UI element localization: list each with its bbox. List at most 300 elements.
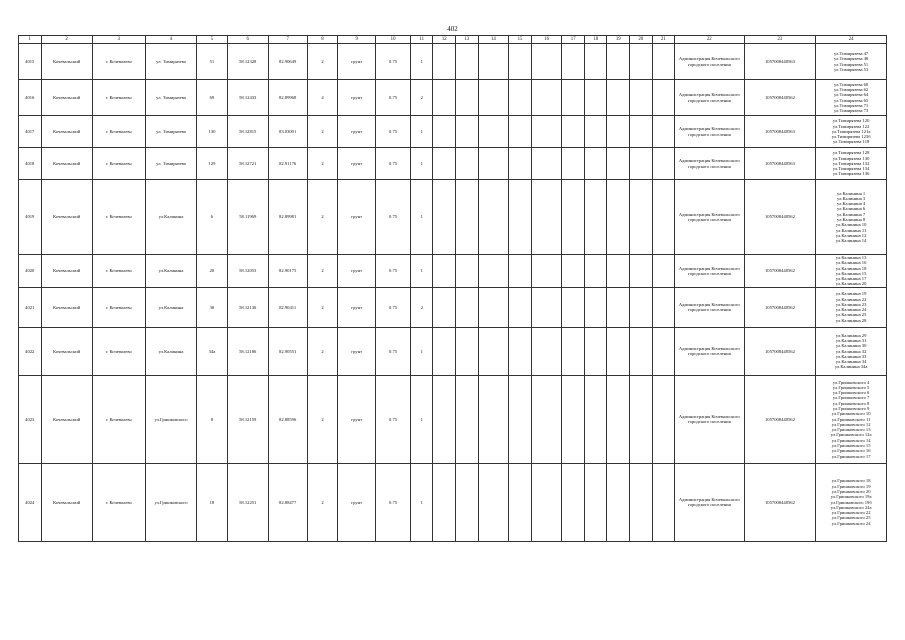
district-cell: Кочевальский (41, 44, 92, 80)
address-line: ул.Тимирязева 134 (832, 166, 870, 172)
empty-cell (562, 463, 585, 541)
address-line: ул.Калинина 23 (835, 301, 867, 307)
address-line: ул.Калинина 3 (837, 195, 866, 201)
column-header: 8 (307, 36, 338, 44)
ogrn-cell: 1057008448562 (744, 180, 816, 255)
district-cell: Кочевальский (41, 287, 92, 327)
empty-cell (562, 255, 585, 288)
lat-cell: 58.12721 (227, 148, 268, 180)
address-line: ул.Гришковского 15 (831, 442, 871, 448)
house-cell: 51 (197, 44, 228, 80)
empty-cell (607, 327, 630, 375)
surface-cell: грунт (338, 463, 376, 541)
empty-cell (531, 255, 562, 288)
address-line: ул.Тимирязева 71 (834, 102, 869, 108)
empty-cell (456, 327, 479, 375)
empty-cell (433, 463, 456, 541)
empty-cell (629, 80, 652, 116)
lon-cell: 82.89981 (268, 180, 307, 255)
addresses-cell (816, 148, 887, 180)
n1-cell: 2 (307, 327, 338, 375)
lon-cell: 82.90411 (268, 287, 307, 327)
empty-cell (509, 255, 532, 288)
address-line: ул.Гришковского 10 (831, 411, 871, 417)
lon-cell: 82.90551 (268, 327, 307, 375)
lat-cell: 58.12186 (227, 327, 268, 375)
column-header: 5 (197, 36, 228, 44)
count-cell: 1 (410, 375, 433, 463)
lon-cell: 82.91176 (268, 148, 307, 180)
ogrn-cell: 1057008448562 (744, 255, 816, 288)
header-row (19, 36, 887, 44)
column-header: 7 (268, 36, 307, 44)
count-cell: 1 (410, 116, 433, 148)
org-cell: Администрация Кочевальского городского поселения (675, 327, 745, 375)
address-line: ул.Гришковского 11 (831, 416, 871, 422)
column-header: 9 (338, 36, 376, 44)
empty-cell (433, 80, 456, 116)
addresses-cell (816, 255, 887, 288)
count-cell: 1 (410, 148, 433, 180)
district-cell: Кочевальский (41, 327, 92, 375)
vol-cell: 0.75 (376, 148, 411, 180)
address-line: ул.Гришковского 14 (831, 437, 871, 443)
lat-cell: 58.12815 (227, 116, 268, 148)
ogrn-cell: 1057008448562 (744, 375, 816, 463)
street-cell: ул.Калинина (145, 327, 196, 375)
empty-cell (509, 463, 532, 541)
street-cell: ул. Тимирязева (145, 116, 196, 148)
address-line: ул.Гришковского 17 (831, 453, 871, 459)
org-cell: Администрация Кочевальского городского поселения (675, 80, 745, 116)
column-header: 22 (675, 36, 745, 44)
address-line: ул.Калинина 31 (835, 337, 867, 343)
settlement-cell: г. Кочевалево (92, 255, 145, 288)
empty-cell (456, 375, 479, 463)
street-cell: ул.Калинина (145, 287, 196, 327)
id-cell: 4018 (19, 148, 42, 180)
empty-cell (478, 80, 509, 116)
empty-cell (607, 180, 630, 255)
district-cell: Кочевальский (41, 463, 92, 541)
vol-cell: 0.75 (376, 463, 411, 541)
surface-cell: грунт (338, 287, 376, 327)
empty-cell (607, 255, 630, 288)
empty-cell (652, 255, 675, 288)
count-cell: 2 (410, 80, 433, 116)
address-line: ул.Калинина 4 (837, 201, 866, 207)
empty-cell (456, 80, 479, 116)
settlement-cell: г. Кочевалево (92, 116, 145, 148)
empty-cell (562, 327, 585, 375)
address-line: ул.Гришковского 19б (830, 499, 872, 505)
address-line: ул.Калинина 32 (835, 348, 867, 354)
n1-cell: 2 (307, 255, 338, 288)
table-row (19, 463, 887, 541)
address-line: ул.Тимирязева 62 (834, 86, 869, 92)
empty-cell (629, 287, 652, 327)
empty-cell (584, 80, 607, 116)
empty-cell (478, 44, 509, 80)
empty-cell (652, 148, 675, 180)
address-line: ул.Тимирязева 118 (832, 139, 870, 145)
house-cell: 20 (197, 255, 228, 288)
empty-cell (652, 80, 675, 116)
table-row (19, 375, 887, 463)
address-line: ул.Калинина 33 (835, 353, 867, 359)
count-cell: 2 (410, 287, 433, 327)
empty-cell (456, 255, 479, 288)
address-line: ул.Калинина 34 (835, 359, 867, 365)
n1-cell: 2 (307, 180, 338, 255)
empty-cell (456, 463, 479, 541)
surface-cell: грунт (338, 44, 376, 80)
lat-cell: 58.12136 (227, 287, 268, 327)
house-cell: 6 (197, 180, 228, 255)
address-line: ул.Калинина 25 (835, 312, 867, 318)
table-row (19, 255, 887, 288)
surface-cell: грунт (338, 80, 376, 116)
empty-cell (509, 116, 532, 148)
empty-cell (433, 255, 456, 288)
vol-cell: 0.75 (376, 80, 411, 116)
empty-cell (629, 327, 652, 375)
address-line: ул.Тимирязева 122 (832, 123, 870, 129)
empty-cell (629, 375, 652, 463)
address-line: ул.Калинина 22 (835, 296, 867, 302)
empty-cell (629, 148, 652, 180)
house-cell: 34а (197, 327, 228, 375)
address-line: ул.Гришковского 13 (831, 427, 871, 433)
vol-cell: 0.75 (376, 327, 411, 375)
table-row (19, 80, 887, 116)
settlement-cell: г. Кочевалево (92, 375, 145, 463)
empty-cell (531, 287, 562, 327)
column-header: 18 (584, 36, 607, 44)
id-cell: 4016 (19, 80, 42, 116)
vol-cell: 0.75 (376, 255, 411, 288)
address-line: ул.Гришковского 24а (830, 504, 872, 510)
empty-cell (456, 116, 479, 148)
ogrn-cell: 1057008448562 (744, 287, 816, 327)
address-line: ул.Тимирязева 132 (832, 160, 870, 166)
column-header: 19 (607, 36, 630, 44)
address-line: ул.Гришковского 20 (831, 488, 871, 494)
vol-cell: 0.75 (376, 375, 411, 463)
id-cell: 4021 (19, 287, 42, 327)
count-cell: 1 (410, 327, 433, 375)
empty-cell (478, 116, 509, 148)
address-line: ул.Калинина 29 (835, 332, 867, 338)
address-line: ул.Калинина 7 (837, 211, 866, 217)
empty-cell (531, 80, 562, 116)
n1-cell: 2 (307, 148, 338, 180)
settlement-cell: г. Кочевалево (92, 80, 145, 116)
addresses-cell (816, 116, 887, 148)
street-cell: ул.Калинина (145, 255, 196, 288)
address-line: ул.Тимирязева 121а (831, 128, 871, 134)
id-cell: 4015 (19, 44, 42, 80)
table-row (19, 180, 887, 255)
district-cell: Кочевальский (41, 148, 92, 180)
empty-cell (456, 287, 479, 327)
org-cell: Администрация Кочевальского городского поселения (675, 116, 745, 148)
empty-cell (531, 327, 562, 375)
address-line: ул.Гришковского 5 (832, 384, 870, 390)
address-line: ул.Гришковского 12 (831, 421, 871, 427)
house-cell: 8 (197, 375, 228, 463)
empty-cell (652, 44, 675, 80)
address-line: ул.Тимирязева 47 (834, 50, 869, 56)
empty-cell (509, 327, 532, 375)
address-line: ул.Калинина 11 (835, 227, 867, 233)
street-cell: ул.Калинина (145, 180, 196, 255)
column-header: 16 (531, 36, 562, 44)
column-header: 13 (456, 36, 479, 44)
empty-cell (562, 80, 585, 116)
column-header: 23 (744, 36, 816, 44)
address-line: ул.Калинина 1 (837, 190, 866, 196)
empty-cell (478, 287, 509, 327)
address-line: ул.Гришковского 19а (830, 494, 872, 500)
ogrn-cell: 1057008448562 (744, 80, 816, 116)
empty-cell (531, 44, 562, 80)
address-line: ул.Гришковского 12а (830, 432, 872, 438)
surface-cell: грунт (338, 116, 376, 148)
count-cell: 1 (410, 44, 433, 80)
empty-cell (531, 148, 562, 180)
address-line: ул.Гришковского 7 (832, 395, 870, 401)
column-header: 12 (433, 36, 456, 44)
empty-cell (607, 287, 630, 327)
addresses-cell (816, 80, 887, 116)
column-header: 4 (145, 36, 196, 44)
lon-cell: 83.03001 (268, 116, 307, 148)
empty-cell (607, 116, 630, 148)
empty-cell (456, 180, 479, 255)
empty-cell (652, 375, 675, 463)
org-cell: Администрация Кочевальского городского поселения (675, 287, 745, 327)
empty-cell (652, 327, 675, 375)
address-line: ул.Тимирязева 73 (834, 108, 869, 114)
empty-cell (562, 287, 585, 327)
column-header: 6 (227, 36, 268, 44)
settlement-cell: г. Кочевалево (92, 180, 145, 255)
id-cell: 4017 (19, 116, 42, 148)
column-header: 3 (92, 36, 145, 44)
empty-cell (584, 327, 607, 375)
lon-cell: 82.89968 (268, 80, 307, 116)
district-cell: Кочевальский (41, 80, 92, 116)
address-line: ул.Калинина 24 (835, 307, 867, 313)
lon-cell: 82.90175 (268, 255, 307, 288)
empty-cell (607, 80, 630, 116)
district-cell: Кочевальский (41, 375, 92, 463)
empty-cell (562, 180, 585, 255)
empty-cell (531, 180, 562, 255)
n1-cell: 4 (307, 80, 338, 116)
column-header: 20 (629, 36, 652, 44)
column-header: 14 (478, 36, 509, 44)
page-number: 402 (447, 25, 458, 33)
empty-cell (478, 463, 509, 541)
empty-cell (629, 463, 652, 541)
ogrn-cell: 1057008448563 (744, 44, 816, 80)
surface-cell: грунт (338, 327, 376, 375)
lon-cell: 82.88477 (268, 463, 307, 541)
address-line: ул.Калинина 16 (835, 260, 867, 266)
column-header: 11 (410, 36, 433, 44)
empty-cell (629, 44, 652, 80)
address-line: ул.Тимирязева 123б (831, 134, 871, 140)
n1-cell: 2 (307, 44, 338, 80)
house-cell: 69 (197, 80, 228, 116)
address-line: ул.Тимирязева 51 (834, 61, 869, 67)
address-line: ул.Гришковского 8 (832, 400, 870, 406)
table-row (19, 327, 887, 375)
empty-cell (433, 287, 456, 327)
empty-cell (584, 116, 607, 148)
vol-cell: 0.75 (376, 44, 411, 80)
empty-cell (509, 375, 532, 463)
vol-cell: 0.75 (376, 116, 411, 148)
address-line: ул.Гришковского 24 (831, 520, 871, 526)
empty-cell (607, 44, 630, 80)
house-cell: 30 (197, 287, 228, 327)
house-cell: 18 (197, 463, 228, 541)
column-header: 1 (19, 36, 42, 44)
vol-cell: 0.75 (376, 180, 411, 255)
address-line: ул.Калинина 8 (837, 217, 866, 222)
org-cell: Администрация Кочевальского городского поселения (675, 44, 745, 80)
empty-cell (433, 44, 456, 80)
column-header: 24 (816, 36, 887, 44)
org-cell: Администрация Кочевальского городского поселения (675, 375, 745, 463)
ogrn-cell: 1057008448562 (744, 327, 816, 375)
street-cell: ул.Гришковского (145, 463, 196, 541)
column-header: 15 (509, 36, 532, 44)
address-line: ул.Тимирязева 60 (834, 81, 869, 87)
table-row (19, 44, 887, 80)
empty-cell (509, 287, 532, 327)
empty-cell (562, 116, 585, 148)
column-header: 10 (376, 36, 411, 44)
address-line: ул.Калинина 30 (835, 343, 867, 349)
lon-cell: 82.90649 (268, 44, 307, 80)
address-line: ул.Калинина 18 (835, 265, 867, 271)
empty-cell (509, 44, 532, 80)
empty-cell (562, 44, 585, 80)
table-row (19, 148, 887, 180)
address-line: ул.Гришковского 4 (832, 379, 870, 385)
settlement-cell: г. Кочевалево (92, 463, 145, 541)
ogrn-cell: 1057008448563 (744, 148, 816, 180)
address-line: ул.Гришковского 16 (831, 448, 871, 454)
empty-cell (456, 44, 479, 80)
empty-cell (652, 180, 675, 255)
table-body (19, 44, 887, 542)
registry-table (18, 35, 887, 542)
district-cell: Кочевальский (41, 255, 92, 288)
street-cell: ул.Гришковского (145, 375, 196, 463)
district-cell: Кочевальский (41, 180, 92, 255)
table-row (19, 116, 887, 148)
empty-cell (652, 116, 675, 148)
empty-cell (584, 148, 607, 180)
settlement-cell: г. Кочевалево (92, 44, 145, 80)
lat-cell: 58.12159 (227, 375, 268, 463)
empty-cell (478, 255, 509, 288)
addresses-cell (816, 180, 887, 255)
id-cell: 4019 (19, 180, 42, 255)
empty-cell (433, 116, 456, 148)
address-line: ул.Гришковского 6 (832, 390, 870, 396)
surface-cell: грунт (338, 375, 376, 463)
address-line: ул.Тимирязева 120 (832, 118, 870, 124)
empty-cell (478, 375, 509, 463)
ogrn-cell: 1057008448562 (744, 463, 816, 541)
table-row (19, 287, 887, 327)
addresses-cell (816, 327, 887, 375)
empty-cell (478, 180, 509, 255)
count-cell: 1 (410, 463, 433, 541)
empty-cell (629, 255, 652, 288)
empty-cell (584, 463, 607, 541)
lat-cell: 58.12251 (227, 463, 268, 541)
id-cell: 4023 (19, 375, 42, 463)
empty-cell (433, 148, 456, 180)
org-cell: Администрация Кочевальского городского поселения (675, 255, 745, 288)
lat-cell: 58.12433 (227, 80, 268, 116)
address-line: ул.Тимирязева 64 (834, 92, 869, 98)
address-line: ул.Калинина 13 (835, 255, 867, 260)
addresses-cell (816, 44, 887, 80)
address-line: ул.Тимирязева 130 (832, 155, 870, 161)
org-cell: Администрация Кочевальского городского поселения (675, 180, 745, 255)
id-cell: 4022 (19, 327, 42, 375)
empty-cell (456, 148, 479, 180)
lat-cell: 58.12328 (227, 44, 268, 80)
empty-cell (607, 463, 630, 541)
address-line: ул.Тимирязева 48 (834, 56, 869, 62)
empty-cell (531, 116, 562, 148)
addresses-cell (816, 287, 887, 327)
address-line: ул.Калинина 20 (835, 281, 867, 287)
empty-cell (433, 375, 456, 463)
address-line: ул.Гришковского 19 (831, 483, 871, 489)
empty-cell (478, 327, 509, 375)
settlement-cell: г. Кочевалево (92, 287, 145, 327)
empty-cell (584, 255, 607, 288)
house-cell: 130 (197, 116, 228, 148)
empty-cell (607, 375, 630, 463)
street-cell: ул. Тимирязева (145, 148, 196, 180)
empty-cell (531, 463, 562, 541)
n1-cell: 2 (307, 116, 338, 148)
address-line: ул.Гришковского 25 (831, 515, 871, 521)
empty-cell (562, 148, 585, 180)
empty-cell (509, 80, 532, 116)
addresses-cell (816, 463, 887, 541)
empty-cell (531, 375, 562, 463)
empty-cell (478, 148, 509, 180)
lat-cell: 58.11969 (227, 180, 268, 255)
org-cell: Администрация Кочевальского городского поселения (675, 463, 745, 541)
empty-cell (433, 327, 456, 375)
empty-cell (584, 287, 607, 327)
org-cell: Администрация Кочевальского городского поселения (675, 148, 745, 180)
address-line: ул.Калинина 17 (835, 276, 867, 282)
